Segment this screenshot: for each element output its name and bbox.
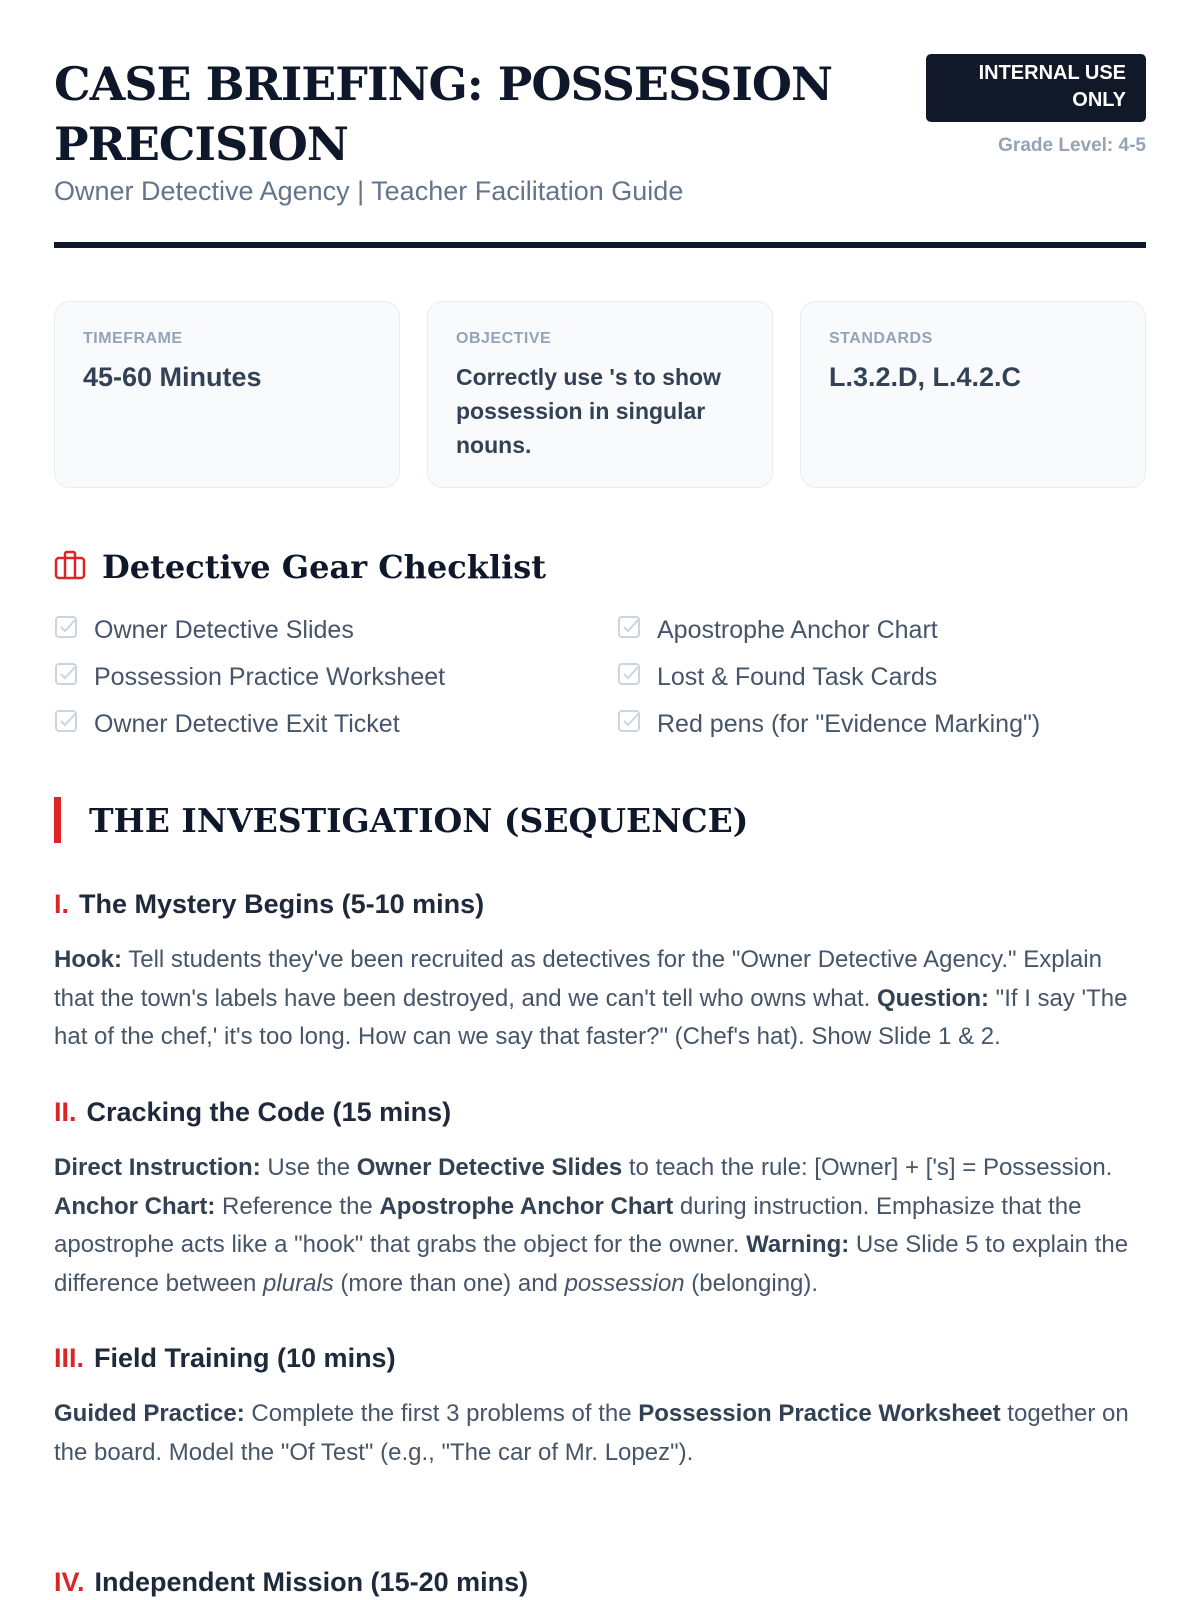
page-title: CASE BRIEFING: POSSESSION PRECISION bbox=[54, 57, 833, 171]
card-value: L.3.2.D, L.4.2.C bbox=[829, 362, 1022, 392]
step-title: The Mystery Begins (5-10 mins) bbox=[79, 889, 485, 919]
step-heading bbox=[54, 1563, 1146, 1600]
worksheet-reference: Possession Practice Worksheet bbox=[638, 1400, 1001, 1427]
body-text: Use Slide 5 to explain the difference between bbox=[54, 1231, 1129, 1297]
step-4 bbox=[54, 1563, 1146, 1600]
anchor-chart-label: Anchor Chart: bbox=[54, 1192, 216, 1220]
guided-practice-label: Guided Practice: bbox=[54, 1400, 245, 1427]
possession-term: possession bbox=[564, 1269, 685, 1297]
step-number: III. bbox=[54, 1343, 85, 1373]
step-1 bbox=[54, 885, 1146, 1057]
step-title: Independent Mission (15-20 mins) bbox=[94, 1567, 529, 1597]
step-number: IV. bbox=[54, 1567, 85, 1597]
checkbox-icon[interactable] bbox=[617, 615, 641, 646]
checklist-item[interactable] bbox=[54, 659, 445, 695]
lesson-plan-page bbox=[54, 0, 1146, 1600]
internal-use-badge bbox=[926, 54, 1146, 122]
checkbox-icon[interactable] bbox=[617, 662, 641, 693]
checkbox-icon[interactable] bbox=[617, 709, 641, 740]
objective-card bbox=[427, 301, 773, 488]
step-heading bbox=[54, 1093, 1146, 1131]
question-label: Question: bbox=[877, 984, 989, 1012]
timeframe-card bbox=[54, 301, 400, 488]
step-body bbox=[54, 941, 1146, 1057]
body-text: together on the board. Model the "Of Test" (e.g., "The car of Mr. Lopez"). bbox=[54, 1400, 1129, 1466]
gear-checklist bbox=[54, 612, 1146, 752]
checklist-title: Detective Gear Checklist bbox=[102, 548, 547, 586]
card-value: Correctly use 's to show possession in singular nouns. bbox=[456, 364, 721, 458]
checklist-item[interactable] bbox=[617, 659, 937, 695]
checklist-item-label: Possession Practice Worksheet bbox=[94, 662, 446, 691]
investigation-heading bbox=[54, 797, 748, 843]
question-text: "If I say 'The hat of the chef,' it's too long. How can we say that faster?" (Chef's hat). Show Slide 1 & 2. bbox=[54, 984, 1128, 1050]
badge-line-2: ONLY bbox=[1072, 89, 1126, 111]
card-value: 45-60 Minutes bbox=[83, 362, 262, 392]
direct-instruction-label: Direct Instruction: bbox=[54, 1154, 261, 1181]
checklist-item-label: Owner Detective Exit Ticket bbox=[94, 709, 400, 738]
checkbox-icon[interactable] bbox=[54, 662, 78, 693]
page-subtitle: Owner Detective Agency | Teacher Facilitation Guide bbox=[54, 176, 684, 206]
anchor-chart-reference: Apostrophe Anchor Chart bbox=[379, 1192, 674, 1220]
header bbox=[54, 0, 1146, 248]
checklist-item[interactable] bbox=[54, 612, 354, 648]
checkbox-icon[interactable] bbox=[54, 615, 78, 646]
checklist-item-label: Owner Detective Slides bbox=[94, 615, 354, 644]
checklist-item[interactable] bbox=[617, 612, 938, 648]
step-2 bbox=[54, 1093, 1146, 1303]
body-text: (belonging). bbox=[684, 1269, 819, 1297]
body-text: during instruction. Emphasize that the apostrophe acts like a "hook" that grabs the object for the owner. bbox=[54, 1192, 1082, 1258]
standards-card bbox=[800, 301, 1146, 488]
step-number: I. bbox=[54, 889, 70, 919]
checklist-heading bbox=[54, 545, 546, 589]
card-label: TIMEFRAME bbox=[83, 330, 183, 347]
checklist-item[interactable] bbox=[54, 706, 400, 742]
slides-reference: Owner Detective Slides bbox=[356, 1154, 623, 1181]
body-text: Use the bbox=[260, 1154, 357, 1181]
card-label: STANDARDS bbox=[829, 330, 933, 347]
hook-text: Tell students they've been recruited as detectives for the "Owner Detective Agency." Explain that the town's labels have been destroyed, and we can't tell who owns what. bbox=[54, 946, 1102, 1012]
card-label: OBJECTIVE bbox=[456, 330, 552, 347]
checklist-item-label: Red pens (for "Evidence Marking") bbox=[657, 709, 1041, 738]
step-title: Cracking the Code (15 mins) bbox=[86, 1097, 452, 1127]
checklist-item[interactable] bbox=[617, 706, 1040, 742]
investigation-title: THE INVESTIGATION (SEQUENCE) bbox=[89, 800, 749, 840]
step-3 bbox=[54, 1339, 1146, 1472]
body-text: (more than one) and bbox=[333, 1269, 565, 1297]
checkbox-icon[interactable] bbox=[54, 709, 78, 740]
step-body bbox=[54, 1395, 1146, 1472]
body-text: Reference the bbox=[215, 1192, 380, 1220]
heading-accent-bar bbox=[54, 797, 61, 843]
step-heading bbox=[54, 885, 1146, 923]
step-title: Field Training (10 mins) bbox=[94, 1343, 396, 1373]
step-body bbox=[54, 1149, 1146, 1303]
grade-level: Grade Level: 4-5 bbox=[998, 135, 1146, 156]
checklist-item-label: Apostrophe Anchor Chart bbox=[657, 615, 938, 644]
checklist-item-label: Lost & Found Task Cards bbox=[657, 662, 938, 691]
header-divider bbox=[54, 242, 1146, 248]
warning-label: Warning: bbox=[746, 1231, 850, 1258]
step-heading bbox=[54, 1339, 1146, 1377]
badge-line-1: INTERNAL USE bbox=[978, 62, 1126, 84]
plurals-term: plurals bbox=[263, 1269, 334, 1297]
body-text: to teach the rule: [Owner] + ['s] = Possession. bbox=[622, 1154, 1113, 1181]
hook-label: Hook: bbox=[54, 946, 122, 973]
briefcase-icon bbox=[54, 550, 86, 585]
body-text: Complete the first 3 problems of the bbox=[244, 1400, 639, 1427]
step-number: II. bbox=[54, 1097, 77, 1127]
